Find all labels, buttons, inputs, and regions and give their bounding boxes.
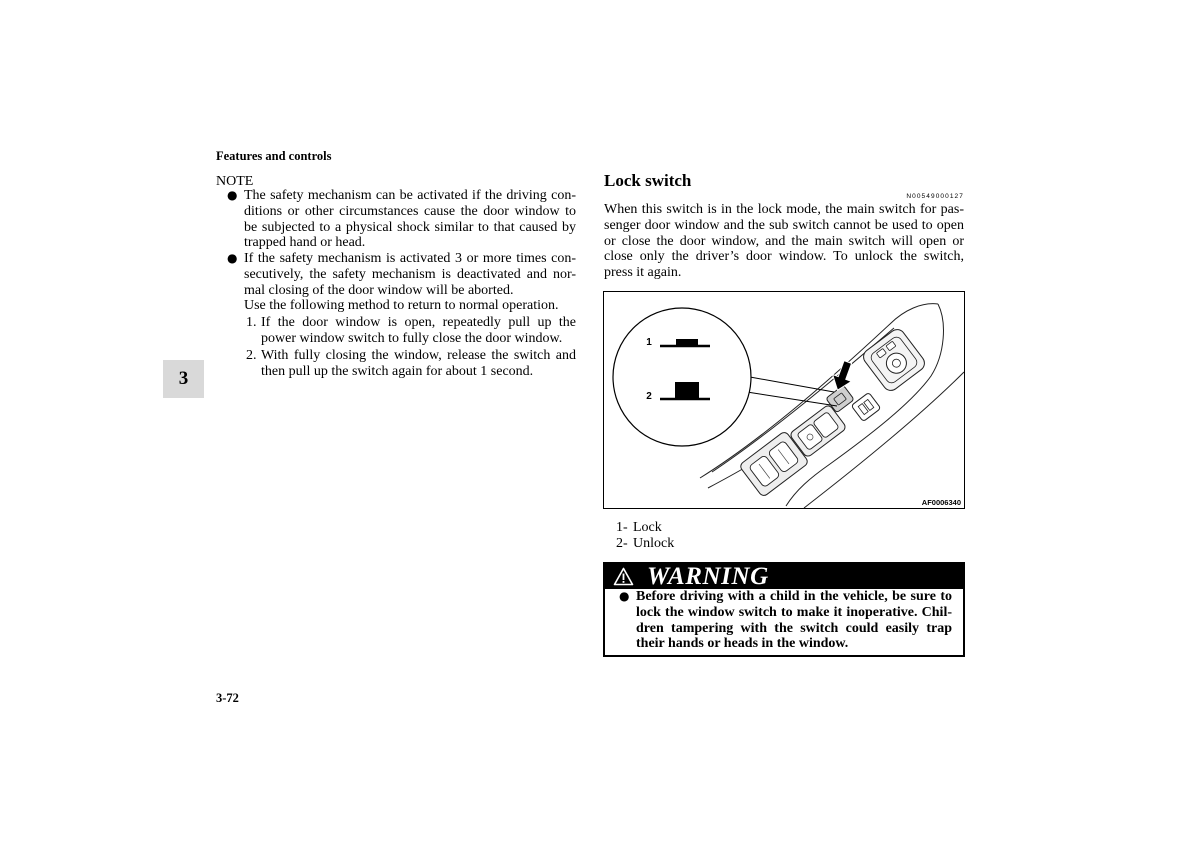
text-line: senger door window and the sub switch cannot be used to open bbox=[604, 217, 964, 233]
leader-line bbox=[747, 392, 837, 406]
text-line: secutively, the safety mechanism is deactivated and nor- bbox=[244, 266, 576, 282]
lock-switch-figure bbox=[603, 291, 965, 509]
page-number: 3-72 bbox=[216, 691, 239, 705]
text-line: then pull up the switch again for about 1 second. bbox=[261, 364, 534, 379]
text-line: With fully closing the window, release the switch and bbox=[261, 348, 576, 363]
text-line: mal closing of the door window will be aborted. bbox=[244, 282, 514, 298]
text-line: dren tampering with the switch could easily trap bbox=[636, 620, 952, 636]
text-line: Use the following method to return to normal operation. bbox=[244, 298, 559, 314]
text-line: The safety mechanism can be activated if the driving con- bbox=[244, 188, 576, 203]
text-line: If the safety mechanism is activated 3 or more times con- bbox=[244, 251, 576, 266]
text-line: If the door window is open, repeatedly pull up the bbox=[261, 315, 576, 330]
text-line: or close the door window, and the main switch will open or bbox=[604, 233, 964, 249]
callout-1-label: 1 bbox=[646, 337, 652, 348]
warning-triangle-icon bbox=[613, 567, 634, 586]
note-bullet-1 bbox=[244, 188, 576, 251]
leader-line bbox=[750, 377, 834, 392]
legend-label: Unlock bbox=[633, 536, 675, 551]
section-title: Lock switch bbox=[604, 171, 692, 190]
text-line: their hands or heads in the window. bbox=[636, 636, 849, 652]
callout-2-label: 2 bbox=[646, 391, 652, 402]
bullet-marker: ● bbox=[227, 251, 238, 265]
text-line: trapped hand or head. bbox=[244, 235, 366, 251]
bullet-marker: ● bbox=[227, 188, 238, 202]
note-bullet-2 bbox=[244, 251, 576, 314]
window-switch-illustration bbox=[604, 292, 964, 508]
note-label: NOTE bbox=[216, 174, 254, 189]
warning-header bbox=[605, 564, 963, 589]
step-number: 2. bbox=[246, 348, 257, 363]
legend-number: 1- bbox=[616, 520, 628, 535]
text-line: press it again. bbox=[604, 265, 682, 280]
text-line: power window switch to fully close the door window. bbox=[261, 331, 563, 346]
text-line: When this switch is in the lock mode, the main switch for pas- bbox=[604, 202, 964, 217]
legend-item bbox=[616, 536, 674, 552]
legend-number: 2- bbox=[616, 536, 628, 551]
running-head: Features and controls bbox=[216, 149, 332, 163]
text-line: be subjected to a physical shock similar to that caused by bbox=[244, 219, 576, 235]
warning-box bbox=[603, 562, 965, 657]
chapter-tab: 3 bbox=[163, 360, 204, 398]
step-number: 1. bbox=[246, 315, 257, 330]
step-2 bbox=[261, 348, 576, 380]
warning-title: WARNING bbox=[647, 563, 769, 590]
text-line: lock the window switch to make it inoperative. Chil- bbox=[636, 604, 952, 620]
text-line: close only the driver’s door window. To unlock the switch, bbox=[604, 249, 964, 265]
text-line: Before driving with a child in the vehicle, be sure to bbox=[636, 589, 952, 604]
legend-item bbox=[616, 520, 674, 536]
legend-label: Lock bbox=[633, 520, 662, 535]
lock-switch-description bbox=[604, 202, 964, 281]
text-line: ditions or other circumstances cause the door window to bbox=[244, 203, 576, 219]
reference-code: N00549000127 bbox=[906, 193, 964, 200]
figure-code: AF0006340 bbox=[921, 498, 961, 507]
zoom-circle bbox=[613, 308, 751, 446]
mirror-control bbox=[860, 326, 927, 393]
window-button bbox=[851, 392, 881, 421]
bullet-marker: ● bbox=[619, 589, 630, 603]
step-1 bbox=[261, 315, 576, 347]
warning-text bbox=[636, 589, 952, 652]
figure-legend bbox=[616, 520, 674, 552]
